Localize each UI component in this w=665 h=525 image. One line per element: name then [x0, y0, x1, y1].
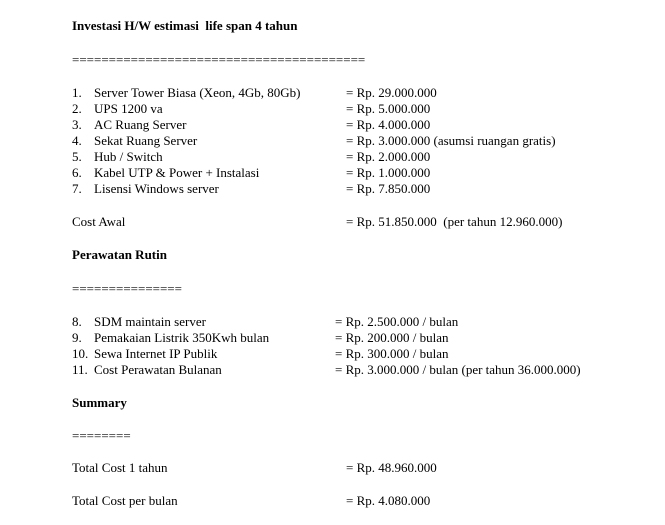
item-number: 6. — [72, 165, 82, 180]
item-value: = Rp. 300.000 / bulan — [335, 346, 449, 361]
list-item — [72, 101, 163, 117]
list-item — [72, 117, 186, 133]
item-value: = Rp. 2.000.000 — [346, 149, 431, 164]
item-label: Server Tower Biasa (Xeon, 4Gb, 80Gb) — [94, 85, 301, 100]
item-label: Sewa Internet IP Publik — [94, 346, 218, 361]
total-year-value: = Rp. 48.960.000 — [346, 460, 437, 475]
item-number: 1. — [72, 85, 82, 100]
item-label: Lisensi Windows server — [94, 181, 219, 196]
item-number: 10. — [72, 346, 89, 361]
item-label: Sekat Ruang Server — [94, 133, 198, 148]
item-value: = Rp. 200.000 / bulan — [335, 330, 449, 345]
item-value: = Rp. 1.000.000 — [346, 165, 431, 180]
total-month-value: = Rp. 4.080.000 — [346, 493, 431, 508]
list-item — [72, 330, 269, 346]
list-item — [72, 85, 300, 101]
total-month-label: Total Cost per bulan — [72, 493, 178, 508]
item-label: Cost Perawatan Bulanan — [94, 362, 222, 377]
item-label: Hub / Switch — [94, 149, 163, 164]
item-value: = Rp. 3.000.000 / bulan (per tahun 36.000.000) — [335, 362, 581, 377]
item-number: 8. — [72, 314, 82, 329]
item-label: Pemakaian Listrik 350Kwh bulan — [94, 330, 270, 345]
item-value: = Rp. 4.000.000 — [346, 117, 431, 132]
separator-line: ======================================== — [72, 52, 366, 67]
list-item — [72, 181, 219, 197]
item-label: UPS 1200 va — [94, 101, 163, 116]
list-item — [72, 149, 163, 165]
separator-line: ======== — [72, 428, 131, 443]
item-label: AC Ruang Server — [94, 117, 187, 132]
list-item — [72, 346, 217, 362]
total-year-label: Total Cost 1 tahun — [72, 460, 168, 475]
item-label: SDM maintain server — [94, 314, 206, 329]
cost-awal-value: = Rp. 51.850.000 (per tahun 12.960.000) — [346, 214, 563, 229]
list-item — [72, 133, 197, 149]
cost-awal-label: Cost Awal — [72, 214, 126, 229]
list-item — [72, 314, 206, 330]
item-number: 4. — [72, 133, 82, 148]
item-number: 7. — [72, 181, 82, 196]
section-title-investasi: Investasi H/W estimasi life span 4 tahun — [72, 18, 298, 33]
item-number: 5. — [72, 149, 82, 164]
section-title-perawatan: Perawatan Rutin — [72, 247, 167, 262]
item-value: = Rp. 29.000.000 — [346, 85, 437, 100]
item-value: = Rp. 2.500.000 / bulan — [335, 314, 459, 329]
list-item — [72, 362, 222, 378]
item-number: 3. — [72, 117, 82, 132]
item-label: Kabel UTP & Power + Instalasi — [94, 165, 260, 180]
item-number: 9. — [72, 330, 82, 345]
item-number: 11. — [72, 362, 88, 377]
list-item — [72, 165, 259, 181]
item-number: 2. — [72, 101, 82, 116]
separator-line: =============== — [72, 281, 182, 296]
item-value: = Rp. 3.000.000 (asumsi ruangan gratis) — [346, 133, 556, 148]
item-value: = Rp. 7.850.000 — [346, 181, 431, 196]
section-title-summary: Summary — [72, 395, 127, 410]
item-value: = Rp. 5.000.000 — [346, 101, 431, 116]
